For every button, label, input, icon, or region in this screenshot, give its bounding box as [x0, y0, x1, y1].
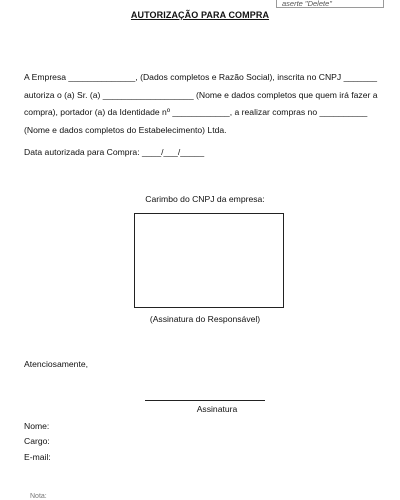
paragraph-line: autoriza o (a) Sr. (a) ___________________ (Nome e dados completos que quem irá fazer a: [24, 89, 378, 100]
paragraph-line: compra), portador (a) da Identidade nº ____________, a realizar compras no __________: [24, 107, 368, 118]
signature-label: Assinatura: [196, 404, 238, 414]
paragraph-line: A Empresa ______________, (Dados completos e Razão Social), inscrita no CNPJ _______: [24, 72, 378, 82]
name-field-label: Nome:: [24, 421, 50, 431]
delete-hint-box: [276, 0, 384, 8]
paragraph-line: (Nome e dados completos do Estabelecimento) Ltda.: [24, 124, 227, 135]
authorization-paragraph: [24, 69, 384, 139]
delete-hint-text: aserte "Delete": [282, 0, 332, 8]
role-field-label: Cargo:: [24, 436, 50, 446]
cnpj-stamp-box: [134, 213, 284, 308]
email-field-label: E-mail:: [24, 452, 51, 462]
footer-note: Nota:: [30, 493, 47, 500]
closing-salutation: Atenciosamente,: [24, 359, 89, 369]
signature-line: [145, 400, 265, 401]
document-title: AUTORIZAÇÃO PARA COMPRA: [130, 10, 270, 20]
cnpj-stamp-label: Carimbo do CNPJ da empresa:: [145, 194, 265, 204]
responsible-signature-label: (Assinatura do Responsável): [149, 314, 261, 324]
purchase-date-line: Data autorizada para Compra: ____/___/_____: [24, 147, 205, 157]
